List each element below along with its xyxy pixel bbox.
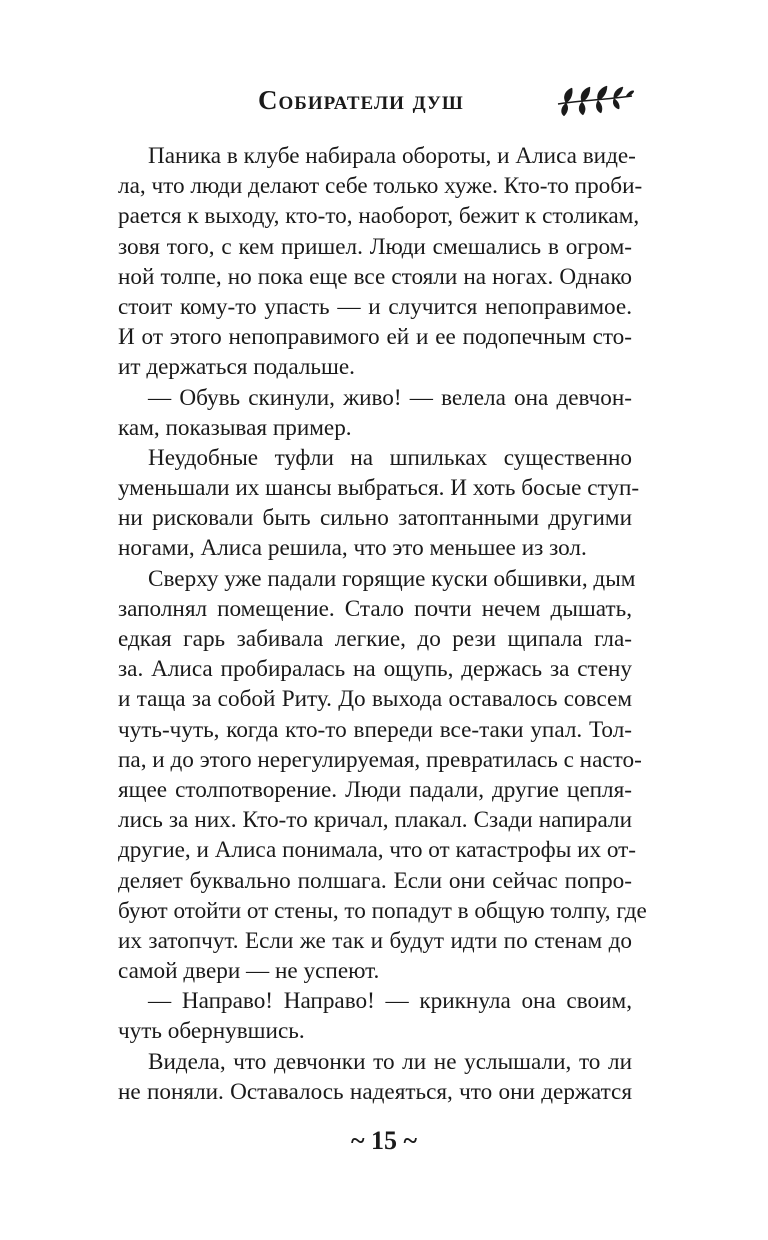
text-line: Неудобные туфли на шпильках существенно xyxy=(148,444,632,471)
page-header xyxy=(0,82,768,122)
text-line: буют отойти от стены, то попадут в общую толпу, где xyxy=(118,897,647,924)
text-line: за. Алиса пробиралась на ощупь, держась за стену xyxy=(118,656,632,683)
text-line: ит держаться подальше. xyxy=(118,354,355,381)
text-line: па, и до этого нерегулируемая, превратилась с насто- xyxy=(118,746,642,773)
text-line: чуть обернувшись. xyxy=(118,1018,305,1045)
text-line: И от этого непоправимого ей и ее подопечным сто- xyxy=(118,324,632,351)
text-line: Паника в клубе набирала обороты, и Алиса виде- xyxy=(148,143,636,169)
page-number: ~ 15 ~ xyxy=(350,1126,418,1155)
leaf-sprig-ornament-icon xyxy=(556,84,634,118)
body-text xyxy=(118,141,647,1107)
text-line: заполнял помещение. Стало почти нечем дышать, xyxy=(118,595,632,622)
text-line: ящее столпотворение. Люди падали, другие цепля- xyxy=(118,776,632,803)
text-line: ногами, Алиса решила, что это меньшее из зол. xyxy=(118,535,587,562)
text-line: Сверху уже падали горящие куски обшивки, дым xyxy=(148,565,636,592)
text-line: ла, что люди делают себе только хуже. Кто-то проби- xyxy=(118,173,643,200)
text-line: — Обувь скинули, живо! — велела она девчон- xyxy=(148,384,632,411)
text-line: ни рисковали быть сильно затоптанными другими xyxy=(118,505,632,532)
text-line: и таща за собой Риту. До выхода оставалось совсем xyxy=(118,686,632,713)
text-line: зовя того, с кем пришел. Люди смешались в огром- xyxy=(118,233,632,260)
text-line: самой двери — не успеют. xyxy=(118,958,380,985)
text-line: — Направо! Направо! — крикнула она своим, xyxy=(148,988,632,1015)
text-line: рается к выходу, кто-то, наоборот, бежит к столикам, xyxy=(118,203,640,230)
text-line: другие, и Алиса понимала, что от катастрофы их от- xyxy=(118,837,637,864)
text-line: деляет буквально полшага. Если они сейчас попро- xyxy=(118,867,632,894)
text-line: Видела, что девчонки то ли не услышали, то ли xyxy=(148,1048,632,1075)
text-line: уменьшали их шансы выбраться. И хоть босые ступ- xyxy=(118,475,640,502)
text-line: их затопчут. Если же так и будут идти по стенам до xyxy=(118,927,632,954)
text-line: едкая гарь забивала легкие, до рези щипала гла- xyxy=(118,626,632,652)
text-line: стоит кому-то упасть — и случится непоправимое. xyxy=(118,293,632,320)
text-line: не поняли. Оставалось надеяться, что они держатся xyxy=(118,1078,632,1105)
text-line: лись за них. Кто-то кричал, плакал. Сзади напирали xyxy=(118,807,632,834)
text-line: ной толпе, но пока еще все стояли на ногах. Однако xyxy=(118,263,632,290)
text-line: чуть-чуть, когда кто-то впереди все-таки упал. Тол- xyxy=(118,716,632,743)
text-line: кам, показывая пример. xyxy=(118,414,352,441)
running-title: Собиратели душ xyxy=(258,85,464,115)
